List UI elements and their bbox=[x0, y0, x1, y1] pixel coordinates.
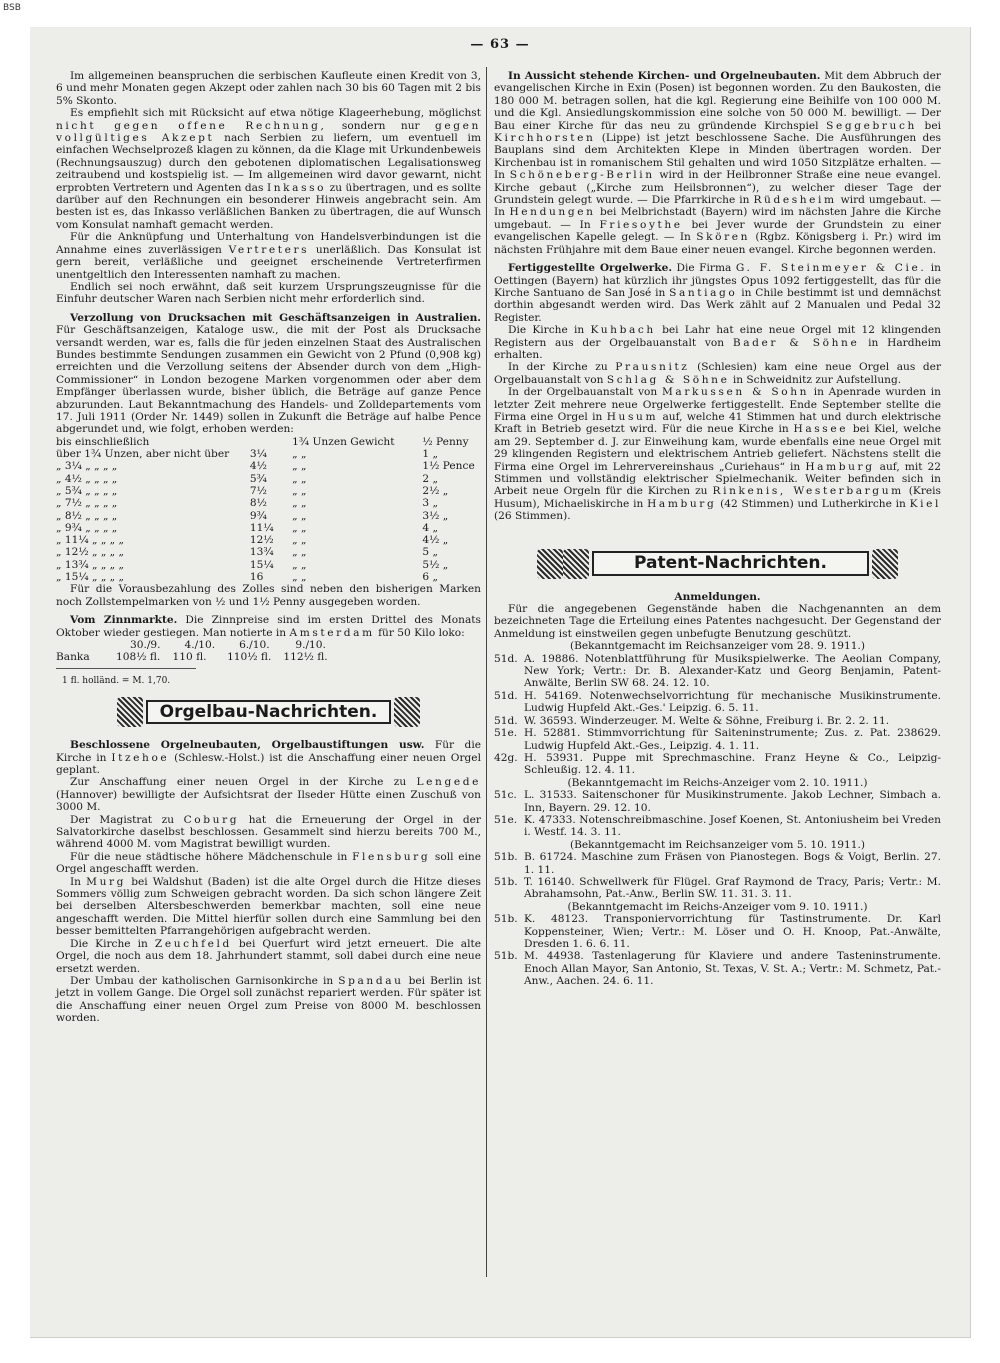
ornament-icon bbox=[537, 549, 563, 579]
tariff-cell: 9¾ bbox=[249, 509, 267, 522]
patent-class: 51d. bbox=[494, 714, 518, 727]
tariff-row bbox=[56, 497, 481, 509]
price-date: 4./10. bbox=[184, 638, 216, 651]
patent-text: L. 31533. Saitenschoner für Musikinstrumente. Jakob Lechner, Simbach a. Inn, Bayern. 29. 12. 10. bbox=[524, 789, 941, 814]
tariff-cell: „ „ bbox=[292, 571, 307, 584]
patent-class: 51d. bbox=[494, 689, 518, 702]
tariff-row bbox=[56, 460, 481, 472]
tariff-row bbox=[56, 510, 481, 522]
tariff-cell: 11¼ bbox=[249, 521, 274, 534]
paragraph: Der Magistrat zu Coburg hat die Erneuerung der Orgel in der Salvatorkirche daselbst beschlossen. Gesammelt sind hierzu bereits 700 M., während 4000 M. vom Magistrat bewilligt wurden. bbox=[56, 813, 481, 851]
tariff-cell: „ „ bbox=[292, 497, 307, 510]
tariff-cell: über 1¾ Unzen, aber nicht über bbox=[56, 448, 230, 461]
tariff-row bbox=[56, 473, 481, 485]
publication-notice: (Bekanntgemacht im Reichsanzeiger vom 28. 9. 1911.) bbox=[569, 640, 866, 653]
article-heading: Fertiggestellte Orgelwerke. bbox=[508, 262, 673, 275]
tariff-cell: 12½ bbox=[249, 534, 274, 547]
paragraph: Der Umbau der katholischen Garnisonkirche in Spandau bei Berlin ist jetzt in vollem Gange. Die Orgel soll zunächst repariert werden. Für später ist die Anschaffung einer neuen Orgel zum Preise von 8000 M. beschlossen worden. bbox=[56, 974, 481, 1025]
tariff-cell: „ „ bbox=[292, 472, 307, 485]
section-title: Patent-Nachrichten. bbox=[592, 551, 869, 575]
tariff-cell: „ „ bbox=[292, 448, 307, 461]
patent-text: H. 53931. Puppe mit Sprechmaschine. Franz Heyne & Co., Leipzig-Schleußig. 12. 4. 11. bbox=[524, 751, 941, 777]
tariff-table bbox=[56, 436, 481, 584]
tariff-cell: 1¾ Unzen Gewicht bbox=[292, 435, 395, 448]
patent-class: 51c. bbox=[494, 789, 517, 802]
article-heading: Vom Zinnmarkte. bbox=[70, 614, 178, 627]
publication-notice: (Bekanntgemacht im Reichs-Anzeiger vom 9. 10. 1911.) bbox=[567, 900, 868, 913]
patent-class: 51b. bbox=[494, 875, 518, 888]
patent-text: H. 52881. Stimmvorrichtung für Saiteninstrumente; Zus. z. Pat. 238629. Ludwig Hupfeld Akt.-Ges., Leipzig. 4. 1. 11. bbox=[524, 727, 941, 752]
paragraph: Zur Anschaffung einer neuen Orgel in der Kirche zu Lengede (Hannover) bewilligte der Aufsichtsrat der Ilseder Hütte einen Zuschuß von 3000 M. bbox=[56, 776, 481, 814]
publication-notice: (Bekanntgemacht im Reichsanzeiger vom 5. 10. 1911.) bbox=[569, 838, 866, 851]
tariff-cell: „ „ bbox=[292, 546, 307, 559]
orgelbau-banner bbox=[56, 697, 481, 727]
ornament-icon bbox=[394, 697, 420, 727]
tariff-row bbox=[56, 559, 481, 571]
tariff-row bbox=[56, 546, 481, 558]
paragraph: In Murg bei Waldshut (Baden) ist die alte Orgel durch die Hitze dieses Sommers völlig zum Schweigen gebracht worden. Da sich schon längere Zeit bei derselben Altersbeschwerden bemerkbar machten, soll eine neue angeschafft werden. Die Mittel hierfür sollen durch eine Sammlung bei den besser bemittelten Pfarrangehörigen aufgebracht werden. bbox=[56, 875, 481, 938]
footnote: 1 fl. holländ. = M. 1,70. bbox=[62, 675, 171, 686]
patent-list bbox=[494, 789, 941, 839]
article-heading: In Aussicht stehende Kirchen- und Orgelneubauten. bbox=[508, 70, 821, 82]
tariff-cell: 1½ Pence bbox=[422, 460, 475, 473]
tariff-row bbox=[56, 522, 481, 534]
patent-text: M. 44938. Tastenlagerung für Klaviere und andere Tasteninstrumente. Enoch Allan Mayor, San Antonio, St. Texas, V. St. A.; Vertr.: M. Schmetz, Pat.-Anw., Aachen. 24. 6. 11. bbox=[524, 950, 941, 988]
patent-list bbox=[494, 851, 941, 901]
tariff-cell: 15¼ bbox=[249, 558, 274, 571]
tariff-cell: 2½ „ bbox=[422, 484, 449, 497]
paragraph: Endlich sei noch erwähnt, daß seit kurzem Ursprungszeugnisse für die Einfuhr deutscher Waren nach Serbien nicht mehr erforderlich sind. bbox=[56, 280, 481, 306]
tariff-cell: „ 12½ „ „ „ „ bbox=[56, 546, 125, 559]
patent-class: 42g. bbox=[494, 751, 518, 764]
ornament-icon bbox=[117, 697, 143, 727]
tariff-cell: 7½ bbox=[249, 484, 267, 497]
price-date: 30./9. bbox=[130, 638, 161, 651]
right-column bbox=[494, 70, 941, 988]
paragraph: Für die angegebenen Gegenstände haben die Nachgenannten an dem bezeichneten Tage die Erteilung eines Patentes nachgesucht. Der Gegenstand der Anmeldung ist einstweilen gegen unbefugte Benutzung geschützt. bbox=[494, 603, 941, 640]
patent-class: 51b. bbox=[494, 913, 518, 926]
tariff-cell: 3½ „ bbox=[422, 509, 449, 522]
patent-entry bbox=[494, 653, 941, 690]
patent-entry bbox=[494, 913, 941, 950]
tariff-cell: „ 8½ „ „ „ „ bbox=[56, 509, 118, 522]
price-date: 6./10. bbox=[239, 638, 270, 651]
paragraph: In der Orgelbauanstalt von Markussen & Sohn in Apenrade wurden in letzter Zeit mehrere neue Orgelwerke fertiggestellt. Ende September stellte die Firma eine Orgel in Husum auf, welche 41 Stimmen hat und durch elektrische Kraft in Betrieb gesetzt wird. Für die neue Kirche in Hassee bei Kiel, welche am 29. September d. J. zur Einweihung kam, wurde ebenfalls eine neue Orgel mit 29 klingenden Registern und elektrischem Antrieb geliefert. Nächstens stellt die Firma eine Orgel im Lehrervereinshaus „Curiehaus“ in Hamburg auf, mit 22 Stimmen und vollständig elektrischer Spielmechanik. Weiter befinden sich in Arbeit neue Orgeln für die Kirchen zu Rinkenis, Westerbargum (Kreis Husum), Michaeliskirche in Hamburg (42 Stimmen) und Lutherkirche in Kiel (26 Stimmen). bbox=[494, 386, 942, 523]
patent-class: 51d. bbox=[494, 652, 518, 665]
paragraph: Die Kirche in Zeuchfeld bei Querfurt wird jetzt erneuert. Die alte Orgel, die noch aus dem 18. Jahrhundert stammt, soll dabei durch eine neue ersetzt werden. bbox=[56, 937, 481, 975]
tariff-cell: 5 „ bbox=[422, 546, 438, 559]
tariff-cell: „ 9¾ „ „ „ „ bbox=[56, 521, 118, 534]
patent-entry bbox=[494, 727, 941, 752]
left-column bbox=[56, 70, 481, 1025]
price-date: 9./10. bbox=[295, 638, 326, 651]
patent-entry bbox=[494, 715, 941, 727]
tariff-cell: 4 „ bbox=[422, 521, 438, 534]
tariff-cell: 3 „ bbox=[422, 497, 438, 510]
ornament-icon bbox=[872, 549, 898, 579]
tariff-cell: 8½ bbox=[249, 497, 267, 510]
price-value: 112½ fl. bbox=[283, 651, 328, 664]
price-value: 108½ fl. bbox=[116, 651, 161, 664]
paragraph: Für die neue städtische höhere Mädchenschule in Flensburg soll eine Orgel angeschafft werden. bbox=[56, 850, 481, 876]
tariff-cell: 6 „ bbox=[422, 571, 438, 584]
patent-text: T. 16140. Schwellwerk für Flügel. Graf Raymond de Tracy, Paris; Vertr.: M. Abrahamsohn, Pat.-Anw., Berlin SW. 11. 31. 3. 11. bbox=[524, 875, 941, 901]
tariff-cell: 4½ bbox=[249, 460, 267, 473]
tariff-cell: 16 bbox=[249, 571, 264, 584]
tariff-row bbox=[56, 485, 481, 497]
newspaper-page bbox=[30, 27, 971, 1338]
patent-text: K. 47333. Notenschreibmaschine. Josef Koenen, St. Antoniusheim bei Vreden i. Westf. 14. 3. 11. bbox=[524, 813, 941, 839]
price-value: 110½ fl. bbox=[227, 651, 272, 664]
patent-entry bbox=[494, 876, 941, 901]
paragraph: Die Kirche in Kuhbach bei Lahr hat eine neue Orgel mit 12 klingenden Registern aus der Orgelbauanstalt von Bader & Söhne in Hardheim erhalten. bbox=[494, 324, 942, 361]
tariff-cell: „ 5¾ „ „ „ „ bbox=[56, 484, 118, 497]
tin-price-table bbox=[56, 639, 340, 664]
patent-class: 51b. bbox=[494, 950, 518, 963]
tariff-cell: 5½ „ bbox=[422, 558, 449, 571]
tariff-cell: ½ Penny bbox=[422, 435, 469, 448]
publication-notice: (Bekanntgemacht im Reichs-Anzeiger vom 2. 10. 1911.) bbox=[567, 776, 868, 789]
tariff-row bbox=[56, 571, 481, 583]
library-marker: BSB bbox=[3, 3, 21, 13]
tariff-cell: 13¾ bbox=[249, 546, 274, 559]
tariff-cell: bis einschließlich bbox=[56, 435, 150, 448]
patent-text: A. 19886. Notenblattführung für Musikspielwerke. The Aeolian Company, New York; Vertr.: Dr. B. Alexander-Katz und Georg Benjamin, Patent-Anwälte, Berlin SW 68. 24. 12. 10. bbox=[524, 652, 941, 690]
tariff-cell: „ 3¼ „ „ „ „ bbox=[56, 460, 118, 473]
paragraph: In Aussicht stehende Kirchen- und Orgelneubauten. Mit dem Abbruch der evangelischen Kirche in Exin (Posen) ist begonnen worden. Zu den Baukosten, die 180 000 M. betragen sollen, hat die kgl. Regierung eine Beihilfe von 100 000 M. und die Kgl. Ansiedlungskommission eine solche von 50 000 M. bewilligt. — Der Bau einer Kirche für das neu zu gründende Kirchspiel Seggebruch bei Kirchhorsten (Lippe) ist jetzt beschlossene Sache. Die Ausführungen des Bauplans sind dem Architekten Klepe in Minden übertragen worden. Der Kirchenbau ist in romanischem Stil gehalten und wird 1050 Sitzplätze erhalten. — In Schöneberg-Berlin wird in der Heilbronner Straße eine neue evangel. Kirche gebaut („Kirche zum Heilsbronnen“), zu welcher dieser Tage der Grundstein gelegt wurde. — Die Pfarrkirche in Rüdesheim wird umgebaut. — In Hendungen bei Melbrichstadt (Bayern) wird im nächsten Jahre die Kirche umgebaut. — In Friesoythe bei Jever wurde der Grundstein zu einer evangelischen Kapelle gelegt. — In Skören (Rgbz. Königsberg i. Pr.) wird im nächsten Frühjahre mit dem Baue einer neuen evangel. Kirche begonnen werden. bbox=[494, 70, 942, 256]
patent-entry bbox=[494, 814, 941, 839]
patent-entry bbox=[494, 690, 941, 715]
tariff-cell: „ „ bbox=[292, 558, 307, 571]
column-divider bbox=[486, 67, 487, 1277]
tariff-cell: „ 4½ „ „ „ „ bbox=[56, 472, 118, 485]
tariff-cell: 5¾ bbox=[249, 472, 267, 485]
tariff-cell: „ „ bbox=[292, 484, 307, 497]
patent-entry bbox=[494, 851, 941, 876]
patent-text: H. 54169. Notenwechselvorrichtung für mechanische Musikinstrumente. Ludwig Hupfeld Akt.-Ges.' Leipzig. 6. 5. 11. bbox=[524, 689, 941, 715]
patent-list bbox=[494, 653, 941, 777]
section-title: Orgelbau-Nachrichten. bbox=[146, 700, 392, 724]
patent-class: 51b. bbox=[494, 851, 518, 864]
tariff-cell: „ „ bbox=[292, 521, 307, 534]
ornament-icon bbox=[563, 549, 589, 579]
paragraph: Es empfiehlt sich mit Rücksicht auf etwa nötige Klageerhebung, möglichst nicht gegen offene Rechnung, sondern nur gegen vollgültiges Akzept nach Serbien zu liefern, um eventuell im einfachen Wechselprozeß klagen zu können, da die Klage mit Urkundenbeweis (Rechnungsauszug) durch den gebotenen diplomatischen Legalisationsweg zeitraubend und kostspielig ist. — Im allgemeinen wird davor gewarnt, nicht erprobten Vertretern und Agenten das Inkasso zu übertragen, und es sollte darüber auf den Rechnungen ein besonderer Hinweis angebracht sein. Am besten ist es, das Inkasso verläßlichen Banken zu übertragen, die auf Wunsch vom Konsulat namhaft gemacht werden. bbox=[56, 107, 481, 231]
patent-text: W. 36593. Winderzeuger. M. Welte & Söhne, Freiburg i. Br. 2. 2. 11. bbox=[524, 714, 890, 727]
patent-entry bbox=[494, 950, 941, 987]
patent-entry bbox=[494, 789, 941, 814]
article-zinnmarkt: Vom Zinnmarkte. Die Zinnpreise sind im ersten Drittel des Monats Oktober wieder gestiegen. Man notierte in Amsterdam für 50 Kilo loko: bbox=[56, 614, 481, 639]
patent-banner bbox=[494, 549, 941, 579]
price-label: Banka bbox=[56, 651, 90, 664]
article-verzollung: Verzollung von Drucksachen mit Geschäftsanzeigen in Australien. Für Geschäftsanzeigen, Kataloge usw., die mit der Post als Drucksache versandt werden, war es, falls die für jeden einzelnen Staat des Australischen Bundes bestimmte Sendungen zusammen ein Gewicht von 2 Pfund (0,908 kg) erreichten und die Verzollung seitens der Absender durch von dem „High-Commissioner“ in London bezogene Marken vorgenommen oder aber dem Empfänger überlassen wurde, bisher üblich, die Beträge auf ganze Pence abzurunden. Laut Bekanntmachung des Handels- und Zolldepartements vom 17. Juli 1911 (Order Nr. 1449) sollen in Zukunft die Beträge auf halbe Pence abgerundet und, wie folgt, erhoben werden: bbox=[56, 311, 481, 436]
article-heading: Verzollung von Drucksachen mit Geschäftsanzeigen in Australien. bbox=[70, 311, 481, 324]
subsection-heading: Anmeldungen. bbox=[674, 590, 761, 603]
tariff-cell: „ 13¾ „ „ „ „ bbox=[56, 558, 125, 571]
patent-class: 51e. bbox=[494, 813, 518, 826]
paragraph: Für die Vorausbezahlung des Zolles sind neben den bisherigen Marken noch Zollstempelmarken von ½ und 1½ Penny ausgegeben worden. bbox=[56, 583, 481, 608]
article-heading: Beschlossene Orgelneubauten, Orgelbaustiftungen usw. bbox=[70, 739, 425, 752]
paragraph: Beschlossene Orgelneubauten, Orgelbaustiftungen usw. Für die Kirche in Itzehoe (Schlesw.-Holst.) ist die Anschaffung einer neuen Orgel geplant. bbox=[56, 739, 481, 776]
tariff-cell: „ „ bbox=[292, 509, 307, 522]
tariff-cell: 1 „ bbox=[422, 448, 438, 461]
paragraph: Für die Anknüpfung und Unterhaltung von Handelsverbindungen ist die Annahme eines zuverlässigen Vertreters unerläßlich. Das Konsulat ist gern bereit, verläßliche und geeignet erscheinende Vertreterfirmen unentgeltlich den Interessenten namhaft zu machen. bbox=[56, 231, 481, 281]
patent-entry bbox=[494, 752, 941, 777]
patent-list bbox=[494, 913, 941, 987]
tariff-cell: „ 15¼ „ „ „ „ bbox=[56, 571, 125, 584]
tariff-cell bbox=[250, 436, 292, 448]
patent-text: K. 48123. Transponiervorrichtung für Tastinstrumente. Dr. Karl Koppensteiner, Wien; Vertr.: M. Löser und O. H. Knoop, Pat.-Anwälte, Dresden 1. 6. 6. 11. bbox=[524, 913, 941, 950]
tariff-cell: 2 „ bbox=[422, 472, 438, 485]
tariff-cell: 3¼ bbox=[249, 448, 267, 461]
paragraph: Fertiggestellte Orgelwerke. Die Firma G. F. Steinmeyer & Cie. in Oettingen (Bayern) hat kürzlich ihr jüngstes Opus 1092 fertiggestellt, das für die Kirche Santuano de San José in Santiago in Chile bestimmt ist und demnächst dorthin abgesandt werden wird. Das Werk zählt auf 2 Manualen und Pedal 32 Register. bbox=[494, 262, 942, 324]
tariff-cell: „ „ bbox=[292, 534, 307, 547]
tariff-cell: „ 11¼ „ „ „ „ bbox=[56, 534, 125, 547]
patent-class: 51e. bbox=[494, 727, 518, 740]
tariff-cell: 4½ „ bbox=[422, 534, 449, 547]
paragraph: In der Kirche zu Prausnitz (Schlesien) kam eine neue Orgel aus der Orgelbauanstalt von Schlag & Söhne in Schweidnitz zur Aufstellung. bbox=[494, 361, 942, 386]
tariff-row bbox=[56, 436, 481, 448]
patent-text: B. 61724. Maschine zum Fräsen von Pianostegen. Bogs & Voigt, Berlin. 27. 1. 11. bbox=[524, 851, 941, 876]
price-value: 110 fl. bbox=[172, 651, 207, 664]
page-number: — 63 — bbox=[470, 37, 530, 52]
tariff-row bbox=[56, 534, 481, 546]
paragraph: Im allgemeinen beanspruchen die serbischen Kaufleute einen Kredit von 3, 6 und mehr Monaten gegen Akzept oder zahlen nach 30 bis 60 Tagen mit 2 bis 5% Skonto. bbox=[56, 70, 481, 107]
tariff-cell: „ 7½ „ „ „ „ bbox=[56, 497, 118, 510]
tariff-cell: „ „ bbox=[292, 460, 307, 473]
tariff-row bbox=[56, 448, 481, 460]
